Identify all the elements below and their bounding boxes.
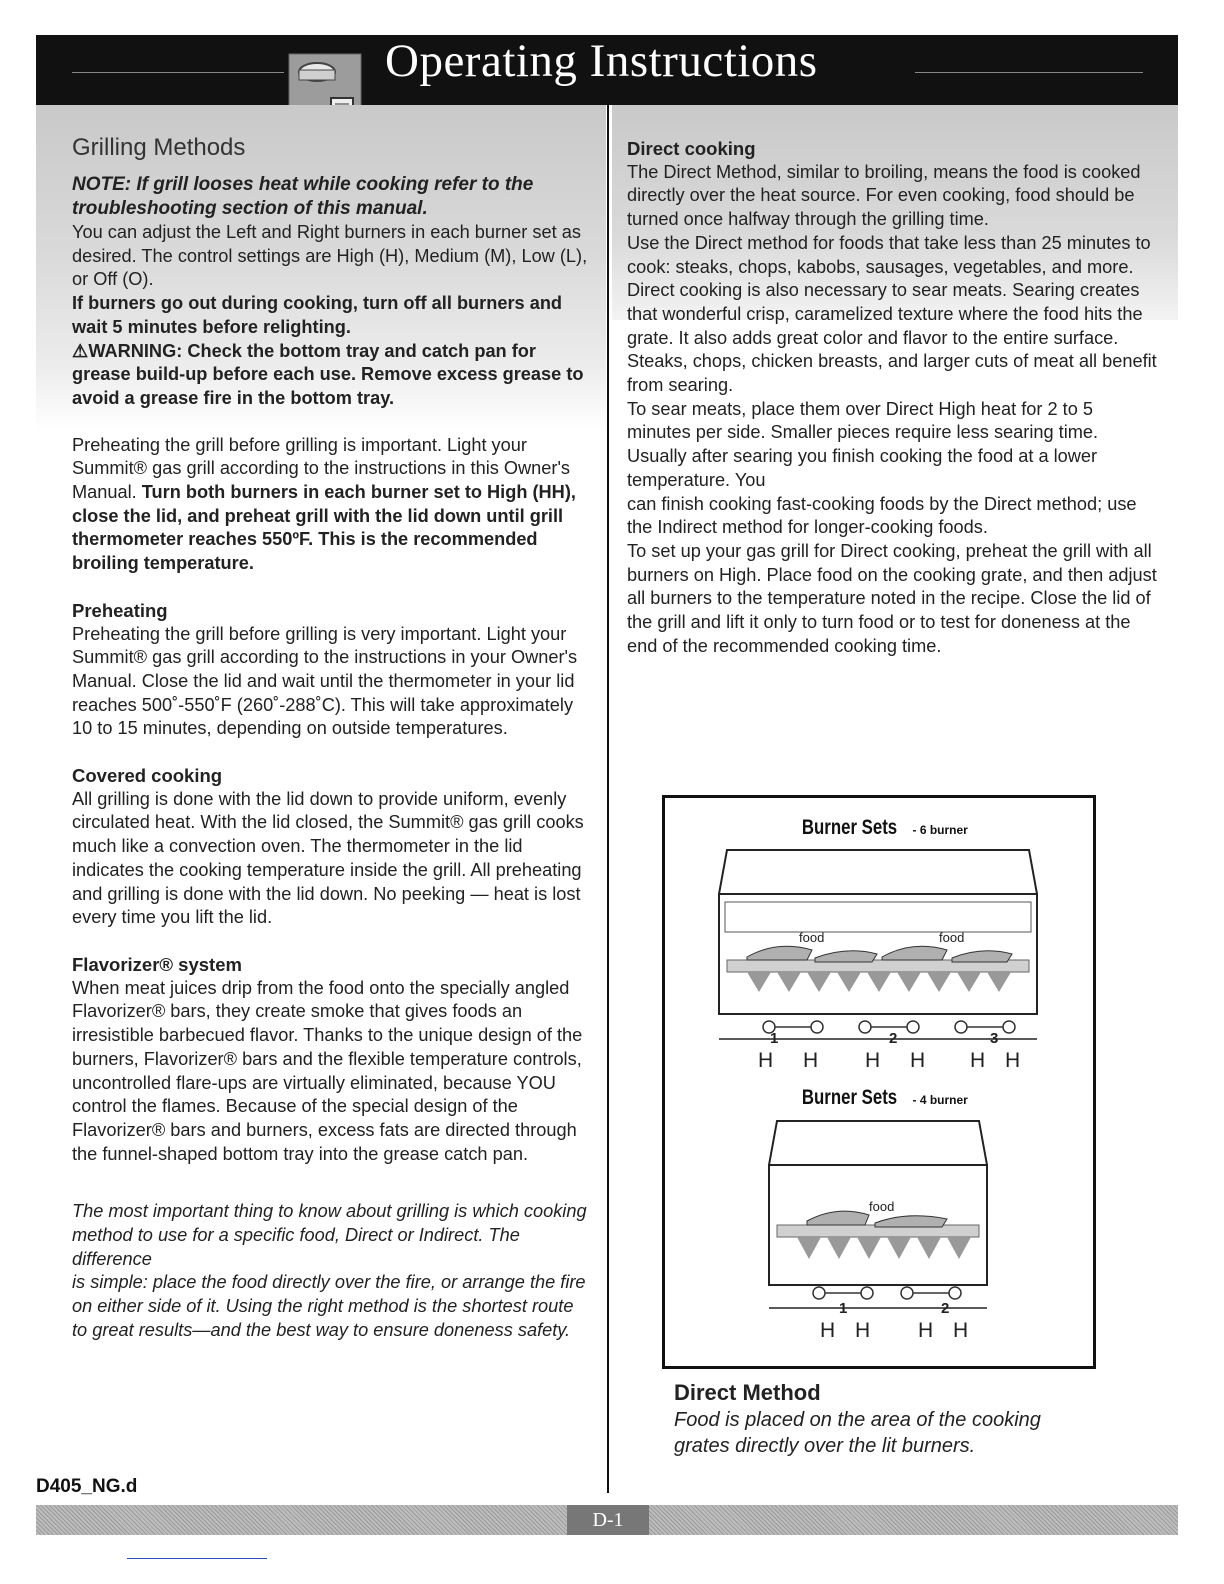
direct-method-title: Direct Method (674, 1380, 821, 1405)
four-burner-setting-1b: H (855, 1319, 871, 1342)
direct-p1: The Direct Method, similar to broiling, means the food is cooked directly over the heat source. For even cooking, food should be turned once halfway through the grilling time. (627, 161, 1141, 230)
closing-text-1: The most important thing to know about grilling is which cooking method to use for a specific food, Direct or Indirect. The difference (72, 1201, 587, 1269)
four-burner-setting-1a: H (820, 1319, 836, 1342)
covered-cooking-text: All grilling is done with the lid down to provide uniform, evenly circulated heat. With the lid closed, the Summit® gas grill cooks much like a convection oven. The thermometer in the lid indicates the cooking temperature inside the grill. All preheating and grilling is done with the lid down. No peeking — heat is lost every time you lift the lid. (72, 788, 584, 928)
bottom-underline (127, 1558, 267, 1559)
covered-cooking-heading: Covered cooking (72, 765, 223, 787)
preheat-bold: Turn both burners in each burner set to High (HH), close the lid, and preheat grill with the lid down until grill thermometer reaches 550ºF. This is the recommended broiling temperature. (72, 482, 576, 574)
preheat-paragraph (72, 434, 592, 576)
four-burner-setting-2b: H (953, 1319, 969, 1342)
closing-text-2: is simple: place the food directly over the fire, or arrange the fire on either side of it. Using the right method is the shortest route to great results—and the best way to ensure doneness safety. (72, 1272, 586, 1340)
preheat-intro: Preheating the grill before grilling is important. Light your Summit® gas grill according to the instructions in this Owner's Manual. (72, 434, 571, 503)
six-burner-set-3: 3 (990, 1030, 999, 1047)
direct-p7: To set up your gas grill for Direct cooking, preheat the grill with all burners on High. Place food on the cooking grate, and then adjust all burners to the temperature noted in the recipe. Close the lid of the grill and lift it only to turn food or to test for doneness at the end of the recommended cooking time. (627, 540, 1157, 656)
section-title: Grilling Methods (72, 134, 246, 161)
grease-warning-text: WARNING: Check the bottom tray and catch pan for grease build-up before each use. Remove excess grease to avoid a grease fire in the bottom tray. (72, 340, 584, 408)
preheating-text: Preheating the grill before grilling is very important. Light your Summit® gas grill according to the instructions in your Owner's Manual. Close the lid and wait until the thermometer in your lid reaches 500˚-550˚F (260˚-288˚C). This will take approximately 10 to 15 minutes, depending on outside temperatures. (72, 623, 578, 739)
document-code: D405_NG.d (36, 1476, 138, 1497)
banner-rule-right (915, 72, 1143, 73)
page-title: Operating Instructions (385, 35, 818, 87)
six-burner-grill-diagram (707, 842, 1047, 1042)
preheating-heading: Preheating (72, 599, 168, 621)
six-burner-setting-3a: H (970, 1049, 986, 1072)
four-burner-set-1: 1 (839, 1300, 848, 1317)
direct-p3: Direct cooking is also necessary to sear meats. Searing creates that wonderful crisp, caramelized texture where the food hits the grate. It also adds great color and flavor to the entire surface. Steaks, chops, chicken breasts, and larger cuts of meat all benefit from searing. (627, 280, 1157, 396)
burner-adjust-text: You can adjust the Left and Right burners in each burner set as desired. The control settings are High (H), Medium (M), Low (L), or Off (O). (72, 222, 588, 290)
direct-p4: To sear meats, place them over Direct High heat for 2 to 5 minutes per side. Smaller pieces require less searing time. Usually after searing you finish cooking the food at a lower temperature. You (627, 398, 1099, 490)
burners-out-warning: If burners go out during cooking, turn off all burners and wait 5 minutes before relighting. (72, 293, 563, 337)
four-burner-grill-diagram (757, 1113, 997, 1313)
six-burner-setting-2a: H (865, 1049, 881, 1072)
banner-rule-left (72, 72, 284, 73)
four-burner-setting-2a: H (918, 1319, 934, 1342)
left-column (72, 133, 592, 1343)
warning-icon: ⚠ (72, 340, 89, 361)
page-number: D-1 (567, 1505, 649, 1535)
four-burner-set-2: 2 (941, 1300, 950, 1317)
right-column (627, 137, 1157, 658)
six-burner-set-1: 1 (770, 1030, 779, 1047)
six-burner-set-2: 2 (889, 1030, 898, 1047)
four-burner-tubes (813, 1287, 961, 1299)
six-burner-setting-3b: H (1005, 1049, 1021, 1072)
troubleshooting-note: NOTE: If grill looses heat while cooking refer to the troubleshooting section of this manual. (72, 174, 534, 219)
four-burner-food-label: food (869, 1199, 895, 1214)
direct-p5: can finish cooking fast-cooking foods by the Direct method; use (627, 493, 1137, 514)
six-burner-title: Burner Sets - 6 burner (802, 816, 968, 839)
direct-cooking-heading: Direct cooking (627, 138, 756, 159)
direct-p6: the Indirect method for longer-cooking foods. (627, 517, 988, 538)
flavorizer-text: When meat juices drip from the food onto the specially angled Flavorizer® bars, they create smoke that gives foods an irresistible barbecued flavor. Thanks to the unique design of the burners, Flavorizer® bars and the flexible temperature controls, uncontrolled flare-ups are virtually eliminated, because YOU control the flames. Because of the special design of the Flavorizer® bars and burners, excess fats are directed through the funnel-shaped bottom tray into the grease catch pan. (72, 977, 583, 1164)
burner-sets-figure (662, 795, 1096, 1369)
six-burner-setting-2b: H (910, 1049, 926, 1072)
four-burner-title: Burner Sets - 4 burner (802, 1086, 968, 1109)
grease-warning (72, 340, 592, 411)
flavorizer-heading: Flavorizer® system (72, 953, 242, 975)
six-burner-food-label-1: food (799, 930, 825, 945)
column-divider (607, 105, 609, 1493)
six-burner-setting-1a: H (758, 1049, 774, 1072)
direct-p2: Use the Direct method for foods that take less than 25 minutes to cook: steaks, chops, kabobs, sausages, vegetables, and more. (627, 232, 1151, 277)
direct-method-caption: Food is placed on the area of the cooking grates directly over the lit burners. (674, 1409, 1041, 1457)
six-burner-food-label-2: food (939, 930, 965, 945)
six-burner-setting-1b: H (803, 1049, 819, 1072)
